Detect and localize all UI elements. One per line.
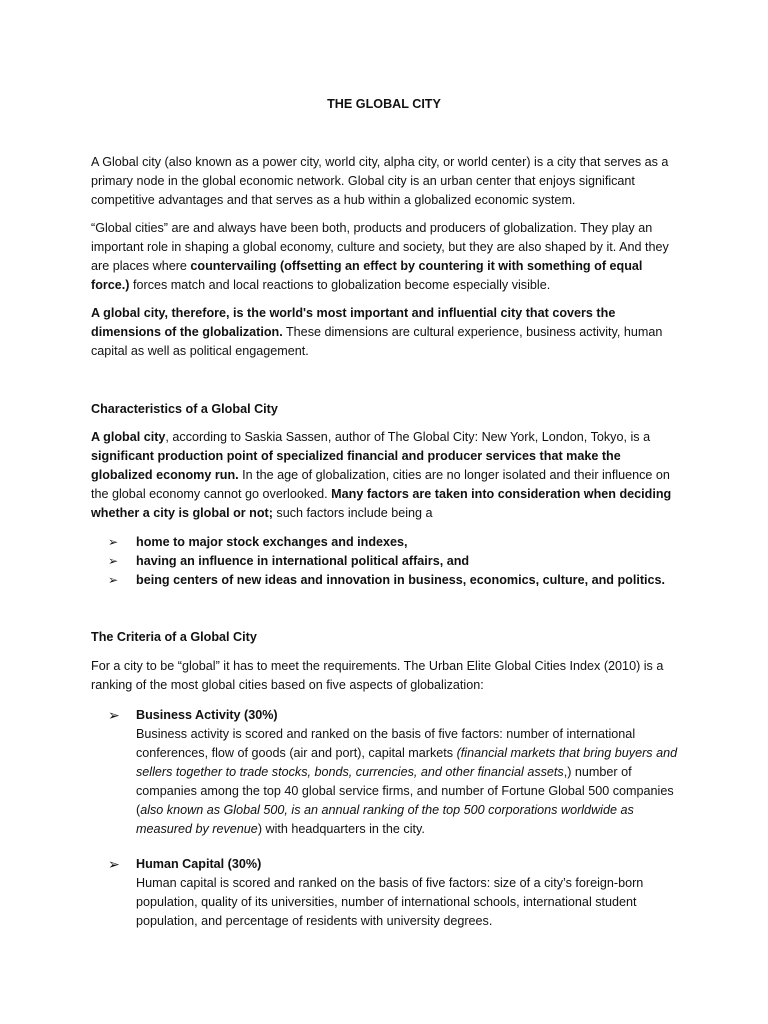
- list-item: ➢ having an influence in international political affairs, and: [108, 552, 698, 571]
- intro-paragraph-2: [91, 219, 681, 295]
- arrow-bullet-icon: ➢: [108, 573, 119, 587]
- char-p1-bold-a: A global city: [91, 430, 166, 444]
- criterion-business-activity: [108, 706, 688, 839]
- intro-p3-bold: A global city, therefore, is the world's most important and influential city that covers the dimensions of the globalization.: [91, 306, 616, 339]
- capital-markets-definition: (financial markets that bring buyers and sellers together to trade stocks, bonds, currencies, and other financial assets: [136, 746, 678, 779]
- criterion-human-capital: [108, 855, 688, 931]
- criteria-heading: The Criteria of a Global City: [91, 630, 257, 644]
- intro-p3-text: These dimensions are cultural experience, business activity, human capital as well as political engagement.: [91, 325, 663, 358]
- arrow-bullet-icon: ➢: [108, 707, 120, 723]
- intro-paragraph-1: A Global city (also known as a power city, world city, alpha city, or world center) is a city that serves as a primary node in the global economic network. Global city is an urban center that enjoys significant competitive advantages and that serves as a hub within a globalized economic system.: [91, 155, 669, 207]
- arrow-bullet-icon: ➢: [108, 856, 120, 872]
- criterion-body: Human capital is scored and ranked on the basis of five factors: size of a city’s foreign-born population, quality of its universities, number of international schools, international student population, and percentage of residents with university degrees.: [136, 876, 644, 928]
- intro-p2-end: forces match and local reactions to globalization become especially visible.: [129, 278, 551, 292]
- countervailing-definition: (offsetting an effect by countering it with something of equal force.): [91, 259, 643, 292]
- characteristics-paragraph: [91, 428, 681, 523]
- char-p1-bold-e: Many factors are taken into consideration when deciding whether a city is global or not;: [91, 487, 672, 520]
- criteria-intro-paragraph: For a city to be “global” it has to meet the requirements. The Urban Elite Global Cities Index (2010) is a ranking of the most global cities based on five aspects of globalization:: [91, 659, 664, 692]
- criterion-body: Business activity is scored and ranked on the basis of five factors: number of international conferences, flow of goods (air and port), capital markets (financial markets that bring buyers and sellers together to trade stocks, bonds, currencies, and other financial assets,) number of companies among the top 40 global service firms, and number of Fortune Global 500 companies (also known as Global 500, is an annual ranking of the top 500 corporations worldwide as measured by revenue) with headquarters in the city.: [136, 727, 678, 836]
- intro-p2-text: “Global cities” are and always have been both, products and producers of globalization. They play an important role in shaping a global economy, culture and society, but they are also shaped by it. And they are places where: [91, 221, 669, 273]
- char-p1-text-f: such factors include being a: [272, 506, 433, 520]
- countervailing-term: countervailing: [190, 259, 277, 273]
- document-title: THE GLOBAL CITY: [327, 97, 441, 111]
- characteristics-heading: Characteristics of a Global City: [91, 402, 278, 416]
- list-item: ➢ being centers of new ideas and innovation in business, economics, culture, and politics.: [108, 571, 698, 590]
- characteristics-bullet-list: [108, 533, 698, 590]
- char-p1-bold-c: significant production point of specialized financial and producer services that make the globalized economy run.: [91, 449, 621, 482]
- char-p1-text-d: In the age of globalization, cities are no longer isolated and their influence on the global economy cannot go overlooked.: [91, 468, 670, 501]
- arrow-bullet-icon: ➢: [108, 554, 119, 568]
- criterion-heading: Human Capital (30%): [136, 857, 262, 871]
- char-p1-text-b: , according to Saskia Sassen, author of The Global City: New York, London, Tokyo, is a: [165, 430, 651, 444]
- criterion-heading: Business Activity (30%): [136, 708, 278, 722]
- arrow-bullet-icon: ➢: [108, 535, 119, 549]
- intro-paragraph-3: [91, 304, 681, 361]
- list-item: ➢ home to major stock exchanges and indexes,: [108, 533, 698, 552]
- global-500-definition: also known as Global 500, is an annual ranking of the top 500 corporations worldwide as measured by revenue: [136, 803, 634, 836]
